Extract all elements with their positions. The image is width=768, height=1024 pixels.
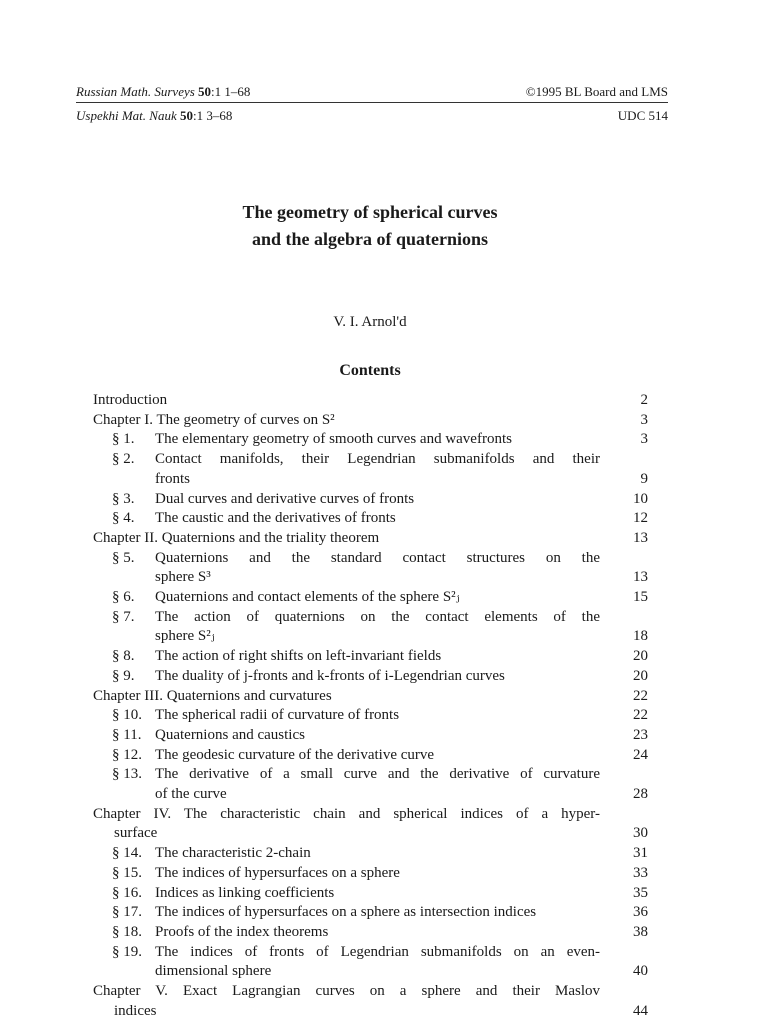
toc-page-number: 20 [633,648,648,665]
toc-section-number: § 17. [112,904,142,921]
copyright-notice: ©1995 BL Board and LMS [525,84,668,99]
toc-entry [0,725,768,745]
toc-section-number: § 1. [112,431,135,448]
toc-entry-text: The action of quaternions on the contact elements of the [155,608,600,625]
toc-entry-text: Introduction [93,392,168,408]
toc-entry [0,449,768,469]
toc-page-number: 22 [633,707,648,724]
toc-entry-text: Quaternions and caustics [155,726,305,743]
toc-entry-text: indices [114,1002,157,1019]
toc-entry-text: dimensional sphere [155,963,272,980]
toc-entry [0,784,768,804]
toc-entry-text: fronts [155,470,190,487]
toc-page-number: 2 [640,392,648,408]
toc-page-number: 38 [633,923,648,940]
toc-entry [0,666,768,686]
toc-entry [0,469,768,489]
udc-code: UDC 514 [617,108,668,123]
toc-section-number: § 19. [112,943,142,960]
toc-page-number: 15 [633,589,648,605]
toc-section-number: § 3. [112,490,135,507]
toc-page-number: 3 [640,411,648,428]
toc-entry [0,843,768,863]
toc-entry-text: of the curve [155,786,227,802]
toc-entry [0,804,768,824]
toc-entry [0,1001,768,1021]
toc-entry [0,902,768,922]
toc-entry-text: sphere S²ⱼ [155,628,215,645]
toc-page-number: 13 [633,529,648,546]
toc-page-number: 18 [633,628,648,645]
toc-entry-text: Proofs of the index theorems [155,923,329,940]
toc-section-number: § 7. [112,608,135,625]
toc-section-number: § 18. [112,923,142,940]
toc-page-number: 28 [633,786,648,802]
toc-section-number: § 2. [112,451,135,468]
toc-page-number: 12 [633,510,648,527]
journal-header-line-2 [76,108,668,126]
journal-citation-russian: Uspekhi Mat. Nauk 50:1 3–68 [76,108,233,123]
toc-section-number: § 13. [112,766,142,783]
paper-title-line-2: and the algebra of quaternions [251,229,489,249]
toc-entry [0,646,768,666]
toc-entry-text: The indices of hypersurfaces on a sphere as intersection indices [155,904,537,921]
journal-citation-english: Russian Math. Surveys 50:1 1–68 [76,84,251,99]
toc-entry [0,922,768,942]
toc-entry-text: The caustic and the derivatives of fronts [155,510,396,527]
author-name: V. I. Arnol'd [333,314,407,330]
toc-section-number: § 11. [112,726,142,743]
toc-entry-text: Chapter V. Exact Lagrangian curves on a sphere and their Maslov [93,983,600,999]
toc-page-number: 44 [633,1002,648,1019]
toc-page-number: 20 [633,667,648,684]
toc-entry-text: Dual curves and derivative curves of fronts [155,490,415,507]
toc-page-number: 36 [633,904,648,921]
toc-page-number: 3 [640,431,648,448]
toc-entry-text: Contact manifolds, their Legendrian submanifolds and their [155,451,600,468]
toc-entry [0,587,768,607]
toc-page-number: 33 [633,864,648,881]
toc-page-number: 31 [633,845,648,862]
toc-entry-text: The geodesic curvature of the derivative curve [155,746,435,763]
toc-entry [0,981,768,1001]
toc-page-number: 30 [633,825,648,842]
toc-entry-text: Quaternions and contact elements of the sphere S²ⱼ [155,589,460,605]
toc-entry [0,686,768,706]
toc-entry-text: Quaternions and the standard contact structures on the [155,549,600,566]
toc-section-number: § 8. [112,648,135,665]
toc-section-number: § 4. [112,510,135,527]
toc-entry-text: surface [114,825,158,842]
toc-entry-text: The indices of fronts of Legendrian submanifolds on an even- [155,943,600,960]
toc-entry-text: Chapter II. Quaternions and the triality theorem [93,529,380,546]
journal-header-line-1 [76,84,668,103]
toc-entry [0,961,768,981]
toc-section-number: § 10. [112,707,142,724]
toc-entry-text: The indices of hypersurfaces on a sphere [155,864,400,881]
toc-section-number: § 5. [112,549,135,566]
toc-entry [0,764,768,784]
toc-entry-text: Chapter IV. The characteristic chain and spherical indices of a hyper- [93,805,600,822]
toc-page-number: 23 [633,726,648,743]
toc-page-number: 9 [640,470,648,487]
toc-entry [0,489,768,509]
toc-section-number: § 15. [112,864,142,881]
toc-entry [0,607,768,627]
toc-entry [0,942,768,962]
toc-page-number: 24 [633,746,648,763]
toc-entry [0,390,768,410]
toc-entry-text: The characteristic 2-chain [155,845,311,862]
toc-entry-text: Indices as linking coefficients [155,884,335,901]
toc-entry-text: The elementary geometry of smooth curves and wavefronts [155,431,512,448]
toc-section-number: § 12. [112,746,142,763]
toc-section-number: § 16. [112,884,142,901]
toc-page-number: 10 [633,490,648,507]
toc-page-number: 13 [633,569,648,586]
toc-entry [0,705,768,725]
toc-entry-text: Chapter III. Quaternions and curvatures [93,687,332,704]
toc-entry [0,410,768,430]
toc-entry [0,508,768,528]
toc-entry [0,567,768,587]
toc-section-number: § 9. [112,667,135,684]
toc-entry [0,528,768,548]
toc-section-number: § 14. [112,845,142,862]
toc-section-number: § 6. [112,589,135,605]
toc-entry [0,883,768,903]
toc-entry-text: The duality of j-fronts and k-fronts of i-Legendrian curves [155,667,505,684]
toc-entry [0,745,768,765]
toc-entry [0,548,768,568]
toc-page-number: 35 [633,884,648,901]
toc-entry-text: The derivative of a small curve and the derivative of curvature [155,766,600,783]
toc-entry-text: Chapter I. The geometry of curves on S² [93,411,335,428]
toc-entry-text: The action of right shifts on left-invariant fields [155,648,442,665]
toc-entry [0,626,768,646]
toc-entry [0,823,768,843]
toc-entry [0,429,768,449]
toc-page-number: 22 [633,687,648,704]
paper-title-line-1: The geometry of spherical curves [242,202,498,222]
toc-page-number: 40 [633,963,648,980]
toc-entry-text: sphere S³ [155,569,211,586]
contents-heading: Contents [339,362,401,379]
toc-entry [0,863,768,883]
toc-entry-text: The spherical radii of curvature of fronts [155,707,400,724]
